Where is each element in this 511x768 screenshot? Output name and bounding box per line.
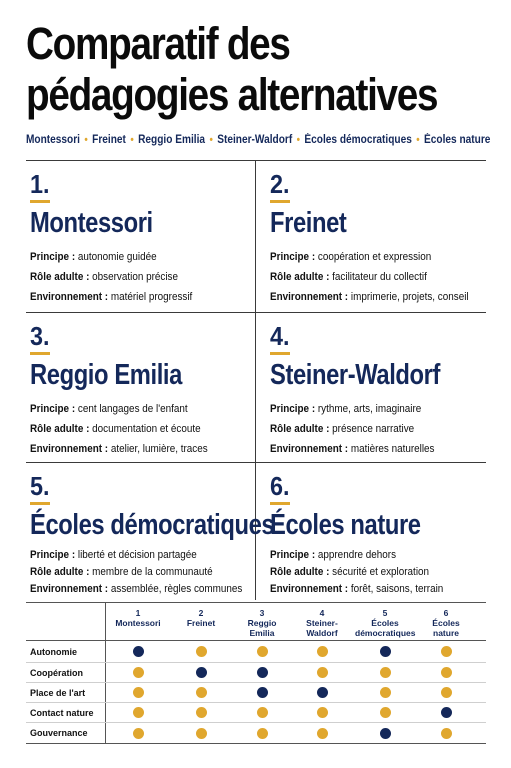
role-label: Rôle adulte : — [30, 271, 90, 283]
rating-dot-gold — [317, 646, 328, 657]
separator-dot-icon: • — [209, 134, 213, 146]
rating-dot-gold — [257, 646, 268, 657]
table-rule — [26, 602, 486, 603]
principe-value: autonomie guidée — [77, 251, 157, 263]
env-label: Environnement : — [30, 443, 109, 455]
card-number: 5. — [30, 471, 50, 501]
role-value: membre de la communauté — [92, 566, 213, 578]
rating-dot-gold — [380, 667, 391, 678]
rating-dot-gold — [133, 667, 144, 678]
row-label-gouvernance: Gouvernance — [30, 728, 88, 738]
pedagogy-card-6 — [270, 472, 500, 598]
rating-dot-gold — [317, 667, 328, 678]
principe-label: Principe : — [270, 403, 316, 415]
number-underline — [30, 502, 50, 505]
title-line-1: Comparatif des — [26, 18, 290, 69]
column-header-5: 5 Écoles démocratiques — [355, 608, 416, 638]
principe-label: Principe : — [30, 403, 76, 415]
separator-dot-icon: • — [416, 134, 420, 146]
pedagogy-card-1 — [30, 170, 260, 307]
grid-divider — [26, 312, 486, 313]
rating-dot-gold — [380, 707, 391, 718]
rating-dot-navy — [380, 646, 391, 657]
pedagogy-nav — [26, 134, 491, 146]
env-label: Environnement : — [270, 291, 349, 303]
role-value: documentation et écoute — [92, 423, 201, 435]
rating-dot-navy — [317, 687, 328, 698]
env-label: Environnement : — [30, 583, 109, 595]
card-title: Montessori — [30, 207, 153, 239]
env-value: atelier, lumière, traces — [110, 443, 208, 455]
principe-value: cent langages de l'enfant — [77, 403, 188, 415]
rating-dot-gold — [196, 707, 207, 718]
principe-value: rythme, arts, imaginaire — [317, 403, 422, 415]
table-rule — [26, 743, 486, 744]
role-label: Rôle adulte : — [30, 566, 90, 578]
nav-item-reggio: Reggio Emilia — [138, 134, 206, 146]
number-underline — [270, 352, 290, 355]
env-value: matériel progressif — [110, 291, 193, 303]
env-label: Environnement : — [270, 443, 349, 455]
column-header-4: 4 Steiner- Waldorf — [306, 608, 338, 638]
card-number: 6. — [270, 471, 290, 501]
pedagogy-card-4 — [270, 322, 500, 459]
pedagogy-card-3 — [30, 322, 260, 459]
column-header-1: 1 Montessori — [115, 608, 161, 628]
grid-divider — [26, 462, 486, 463]
pedagogy-card-2 — [270, 170, 500, 307]
rating-dot-gold — [317, 707, 328, 718]
rating-dot-gold — [317, 728, 328, 739]
table-rule — [26, 722, 486, 723]
rating-dot-gold — [441, 687, 452, 698]
role-value: présence narrative — [332, 423, 415, 435]
role-value: sécurité et exploration — [332, 566, 430, 578]
page-title — [26, 18, 438, 120]
rating-dot-gold — [133, 728, 144, 739]
row-label-autonomie: Autonomie — [30, 647, 77, 657]
principe-value: apprendre dehors — [317, 549, 397, 561]
rating-dot-navy — [257, 687, 268, 698]
role-label: Rôle adulte : — [30, 423, 90, 435]
column-header-2: 2 Freinet — [186, 608, 216, 628]
separator-dot-icon: • — [296, 134, 301, 146]
row-label-nature: Contact nature — [30, 708, 94, 718]
nav-item-democratiques: Écoles démocratiques — [304, 134, 412, 146]
number-underline — [30, 200, 50, 203]
role-label: Rôle adulte : — [270, 271, 330, 283]
role-label: Rôle adulte : — [270, 423, 330, 435]
rating-dot-navy — [441, 707, 452, 718]
principe-label: Principe : — [270, 549, 316, 561]
principe-label: Principe : — [270, 251, 316, 263]
number-underline — [270, 502, 290, 505]
rating-dot-gold — [257, 728, 268, 739]
card-title: Écoles nature — [270, 509, 421, 541]
principe-label: Principe : — [30, 251, 76, 263]
rating-dot-gold — [257, 707, 268, 718]
card-title: Écoles démocratiques — [30, 509, 275, 541]
grid-divider — [26, 160, 486, 161]
column-header-3: 3 Reggio Emilia — [247, 608, 277, 638]
rating-dot-gold — [196, 646, 207, 657]
rating-dot-gold — [196, 687, 207, 698]
card-number: 2. — [270, 169, 290, 199]
pedagogy-card-5 — [30, 471, 275, 598]
separator-dot-icon: • — [84, 134, 88, 146]
rating-dot-navy — [196, 667, 207, 678]
title-line-2: pédagogies alternatives — [26, 69, 438, 120]
rating-dot-gold — [380, 687, 391, 698]
number-underline — [270, 200, 290, 203]
rating-dot-gold — [441, 646, 452, 657]
nav-item-steiner: Steiner-Waldorf — [217, 134, 293, 146]
card-title: Steiner-Waldorf — [270, 359, 441, 391]
env-value: assemblée, règles communes — [110, 583, 243, 595]
nav-item-nature: Écoles nature — [424, 134, 491, 146]
card-number: 1. — [30, 169, 50, 199]
role-value: observation précise — [92, 271, 179, 283]
row-label-art: Place de l'art — [30, 688, 86, 698]
table-rule — [26, 662, 486, 663]
column-header-6: 6 Écoles nature — [432, 608, 460, 638]
rating-dot-gold — [133, 687, 144, 698]
env-value: forêt, saisons, terrain — [350, 583, 444, 595]
table-rule — [26, 682, 486, 683]
nav-item-montessori: Montessori — [26, 134, 80, 146]
env-label: Environnement : — [30, 291, 109, 303]
rating-dot-gold — [196, 728, 207, 739]
rating-dot-gold — [441, 667, 452, 678]
nav-item-freinet: Freinet — [92, 134, 126, 146]
separator-dot-icon: • — [130, 134, 134, 146]
rating-dot-navy — [380, 728, 391, 739]
number-underline — [30, 352, 50, 355]
rating-dot-gold — [441, 728, 452, 739]
card-title: Reggio Emilia — [30, 359, 182, 391]
role-value: facilitateur du collectif — [332, 271, 427, 283]
principe-value: coopération et expression — [317, 251, 432, 263]
table-rule — [26, 640, 486, 641]
card-number: 4. — [270, 321, 290, 351]
card-title: Freinet — [270, 207, 347, 239]
table-rule — [26, 702, 486, 703]
rating-dot-gold — [133, 707, 144, 718]
env-value: imprimerie, projets, conseil — [350, 291, 469, 303]
rating-dot-navy — [133, 646, 144, 657]
env-value: matières naturelles — [350, 443, 435, 455]
row-label-cooperation: Coopération — [30, 668, 83, 678]
role-label: Rôle adulte : — [270, 566, 330, 578]
env-label: Environnement : — [270, 583, 349, 595]
rating-dot-navy — [257, 667, 268, 678]
card-number: 3. — [30, 321, 50, 351]
principe-value: liberté et décision partagée — [77, 549, 197, 561]
principe-label: Principe : — [30, 549, 76, 561]
